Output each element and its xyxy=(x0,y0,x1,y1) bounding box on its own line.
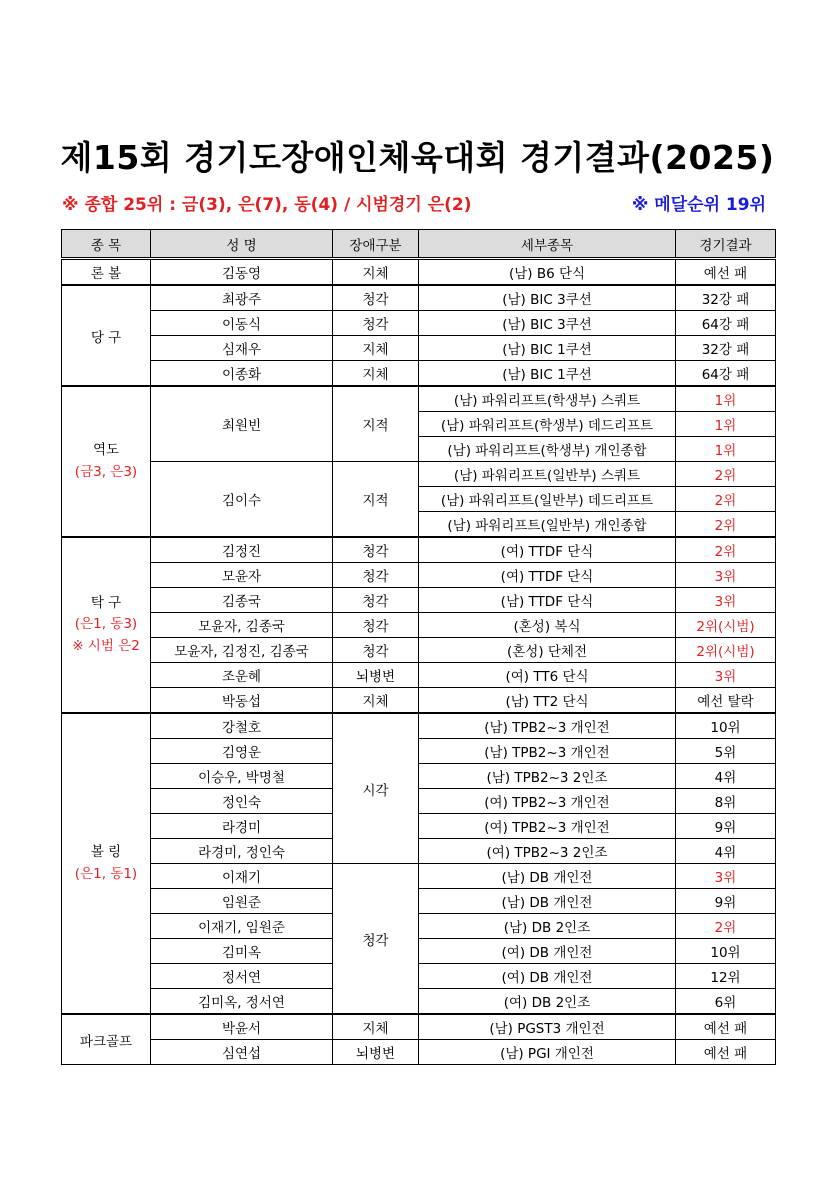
table-row xyxy=(62,386,776,412)
name-cell: 이종화 xyxy=(151,361,333,387)
result-cell: 2위 xyxy=(676,537,776,563)
result-cell: 9위 xyxy=(676,814,776,839)
result-cell: 32강 패 xyxy=(676,285,776,311)
sport-name: 역도 xyxy=(92,441,120,458)
sport-cell xyxy=(62,386,151,537)
event-cell: (남) PGI 개인전 xyxy=(419,1040,676,1065)
table-row xyxy=(62,336,776,361)
name-cell: 김정진 xyxy=(151,537,333,563)
name-cell: 강철호 xyxy=(151,713,333,739)
event-cell: (남) TPB2~3 개인전 xyxy=(419,739,676,764)
event-cell: (남) PGST3 개인전 xyxy=(419,1014,676,1040)
table-row xyxy=(62,864,776,889)
event-cell: (여) DB 개인전 xyxy=(419,964,676,989)
result-cell: 2위 xyxy=(676,914,776,939)
disability-cell: 청각 xyxy=(333,563,419,588)
event-cell: (여) TPB2~3 개인전 xyxy=(419,814,676,839)
disability-cell: 지체 xyxy=(333,361,419,387)
disability-cell: 청각 xyxy=(333,537,419,563)
header-row xyxy=(62,230,776,259)
table-row xyxy=(62,688,776,714)
table-row xyxy=(62,285,776,311)
event-cell: (남) TTDF 단식 xyxy=(419,588,676,613)
table-row xyxy=(62,311,776,336)
header-result: 경기결과 xyxy=(676,230,776,259)
disability-cell: 지체 xyxy=(333,259,419,286)
name-cell: 조운혜 xyxy=(151,663,333,688)
result-cell: 2위 xyxy=(676,462,776,487)
result-cell: 10위 xyxy=(676,939,776,964)
table-row xyxy=(62,939,776,964)
result-cell: 3위 xyxy=(676,563,776,588)
disability-cell: 지체 xyxy=(333,336,419,361)
result-cell: 4위 xyxy=(676,839,776,864)
event-cell: (남) BIC 1쿠션 xyxy=(419,336,676,361)
result-cell: 3위 xyxy=(676,864,776,889)
result-cell: 64강 패 xyxy=(676,361,776,387)
event-cell: (남) DB 개인전 xyxy=(419,864,676,889)
event-cell: (남) TPB2~3 2인조 xyxy=(419,764,676,789)
name-cell: 김영운 xyxy=(151,739,333,764)
table-row xyxy=(62,889,776,914)
sport-cell xyxy=(62,713,151,1014)
sport-medals: (은1, 동3) xyxy=(74,616,138,633)
name-cell: 심연섭 xyxy=(151,1040,333,1065)
result-cell: 6위 xyxy=(676,989,776,1015)
event-cell: (혼성) 복식 xyxy=(419,613,676,638)
result-cell: 예선 패 xyxy=(676,259,776,286)
table-row xyxy=(62,462,776,487)
disability-cell: 지체 xyxy=(333,688,419,714)
name-cell: 이재기 xyxy=(151,864,333,889)
event-cell: (여) TT6 단식 xyxy=(419,663,676,688)
disability-cell: 지적 xyxy=(333,386,419,462)
medal-rank: ※ 메달순위 19위 xyxy=(631,195,766,215)
header-sport: 종 목 xyxy=(62,230,151,259)
name-cell: 정서연 xyxy=(151,964,333,989)
result-cell: 예선 패 xyxy=(676,1014,776,1040)
event-cell: (여) TPB2~3 개인전 xyxy=(419,789,676,814)
table-row xyxy=(62,613,776,638)
header-name: 성 명 xyxy=(151,230,333,259)
disability-cell: 청각 xyxy=(333,311,419,336)
table-row xyxy=(62,1040,776,1065)
disability-cell: 청각 xyxy=(333,285,419,311)
disability-cell: 지체 xyxy=(333,1014,419,1040)
event-cell: (남) BIC 3쿠션 xyxy=(419,311,676,336)
table-row xyxy=(62,638,776,663)
name-cell: 모윤자, 김종국 xyxy=(151,613,333,638)
name-cell: 김미옥, 정서연 xyxy=(151,989,333,1015)
event-cell: (여) DB 2인조 xyxy=(419,989,676,1015)
disability-cell: 청각 xyxy=(333,864,419,1015)
name-cell: 최광주 xyxy=(151,285,333,311)
result-cell: 3위 xyxy=(676,588,776,613)
table-row xyxy=(62,588,776,613)
result-cell: 4위 xyxy=(676,764,776,789)
disability-cell: 뇌병변 xyxy=(333,663,419,688)
event-cell: (남) 파워리프트(학생부) 개인종합 xyxy=(419,437,676,462)
table-row xyxy=(62,259,776,286)
disability-cell: 청각 xyxy=(333,638,419,663)
disability-cell: 지적 xyxy=(333,462,419,538)
summary-line xyxy=(62,190,774,215)
disability-cell: 청각 xyxy=(333,613,419,638)
table-row xyxy=(62,1014,776,1040)
event-cell: (남) BIC 3쿠션 xyxy=(419,285,676,311)
result-cell: 1위 xyxy=(676,437,776,462)
result-cell: 5위 xyxy=(676,739,776,764)
event-cell: (여) DB 개인전 xyxy=(419,939,676,964)
table-row xyxy=(62,764,776,789)
event-cell: (여) TPB2~3 2인조 xyxy=(419,839,676,864)
event-cell: (여) TTDF 단식 xyxy=(419,563,676,588)
table-row xyxy=(62,839,776,864)
name-cell: 박동섭 xyxy=(151,688,333,714)
result-cell: 9위 xyxy=(676,889,776,914)
name-cell: 이재기, 임원준 xyxy=(151,914,333,939)
sport-demo-note: ※ 시범 은2 xyxy=(72,637,140,654)
name-cell: 심재우 xyxy=(151,336,333,361)
overall-summary: ※ 종합 25위 : 금(3), 은(7), 동(4) / 시범경기 은(2) xyxy=(62,195,472,215)
event-cell: (남) TT2 단식 xyxy=(419,688,676,714)
name-cell: 김동영 xyxy=(151,259,333,286)
event-cell: (남) 파워리프트(일반부) 개인종합 xyxy=(419,512,676,538)
event-cell: (여) TTDF 단식 xyxy=(419,537,676,563)
table-row xyxy=(62,537,776,563)
results-table xyxy=(61,229,776,1065)
table-row xyxy=(62,814,776,839)
name-cell: 이승우, 박명철 xyxy=(151,764,333,789)
event-cell: (남) 파워리프트(학생부) 스쿼트 xyxy=(419,386,676,412)
event-cell: (남) B6 단식 xyxy=(419,259,676,286)
name-cell: 박윤서 xyxy=(151,1014,333,1040)
sport-medals: (금3, 은3) xyxy=(74,463,138,480)
result-cell: 예선 탈락 xyxy=(676,688,776,714)
sport-cell xyxy=(62,537,151,713)
event-cell: (남) TPB2~3 개인전 xyxy=(419,713,676,739)
name-cell: 최원빈 xyxy=(151,386,333,462)
sport-name: 볼 링 xyxy=(90,843,122,860)
event-cell: (남) DB 2인조 xyxy=(419,914,676,939)
name-cell: 라경미 xyxy=(151,814,333,839)
page-title: 제15회 경기도장애인체육대회 경기결과(2025) xyxy=(60,138,775,177)
result-cell: 64강 패 xyxy=(676,311,776,336)
event-cell: (남) 파워리프트(일반부) 데드리프트 xyxy=(419,487,676,512)
result-cell: 32강 패 xyxy=(676,336,776,361)
sport-cell: 론 볼 xyxy=(62,259,151,286)
result-cell: 2위(시범) xyxy=(676,613,776,638)
table-row xyxy=(62,739,776,764)
header-disability: 장애구분 xyxy=(333,230,419,259)
event-cell: (남) 파워리프트(일반부) 스쿼트 xyxy=(419,462,676,487)
disability-cell: 시각 xyxy=(333,713,419,864)
name-cell: 김미옥 xyxy=(151,939,333,964)
result-cell: 12위 xyxy=(676,964,776,989)
name-cell: 김이수 xyxy=(151,462,333,538)
table-row xyxy=(62,713,776,739)
event-cell: (남) BIC 1쿠션 xyxy=(419,361,676,387)
sport-name: 탁 구 xyxy=(90,594,122,611)
result-cell: 3위 xyxy=(676,663,776,688)
event-cell: (혼성) 단체전 xyxy=(419,638,676,663)
result-cell: 10위 xyxy=(676,713,776,739)
name-cell: 모윤자, 김정진, 김종국 xyxy=(151,638,333,663)
sport-medals: (은1, 동1) xyxy=(74,865,138,882)
table-row xyxy=(62,563,776,588)
result-cell: 2위 xyxy=(676,512,776,538)
result-cell: 1위 xyxy=(676,412,776,437)
result-cell: 2위 xyxy=(676,487,776,512)
name-cell: 모윤자 xyxy=(151,563,333,588)
name-cell: 임원준 xyxy=(151,889,333,914)
result-cell: 1위 xyxy=(676,386,776,412)
name-cell: 이동식 xyxy=(151,311,333,336)
result-cell: 예선 패 xyxy=(676,1040,776,1065)
table-row xyxy=(62,964,776,989)
result-cell: 2위(시범) xyxy=(676,638,776,663)
table-row xyxy=(62,914,776,939)
table-row xyxy=(62,789,776,814)
sport-cell: 당 구 xyxy=(62,285,151,386)
disability-cell: 뇌병변 xyxy=(333,1040,419,1065)
table-row xyxy=(62,361,776,387)
sport-cell: 파크골프 xyxy=(62,1014,151,1065)
result-cell: 8위 xyxy=(676,789,776,814)
event-cell: (남) 파워리프트(학생부) 데드리프트 xyxy=(419,412,676,437)
name-cell: 김종국 xyxy=(151,588,333,613)
header-event: 세부종목 xyxy=(419,230,676,259)
table-row xyxy=(62,663,776,688)
disability-cell: 청각 xyxy=(333,588,419,613)
name-cell: 라경미, 정인숙 xyxy=(151,839,333,864)
name-cell: 정인숙 xyxy=(151,789,333,814)
table-row xyxy=(62,989,776,1015)
event-cell: (남) DB 개인전 xyxy=(419,889,676,914)
